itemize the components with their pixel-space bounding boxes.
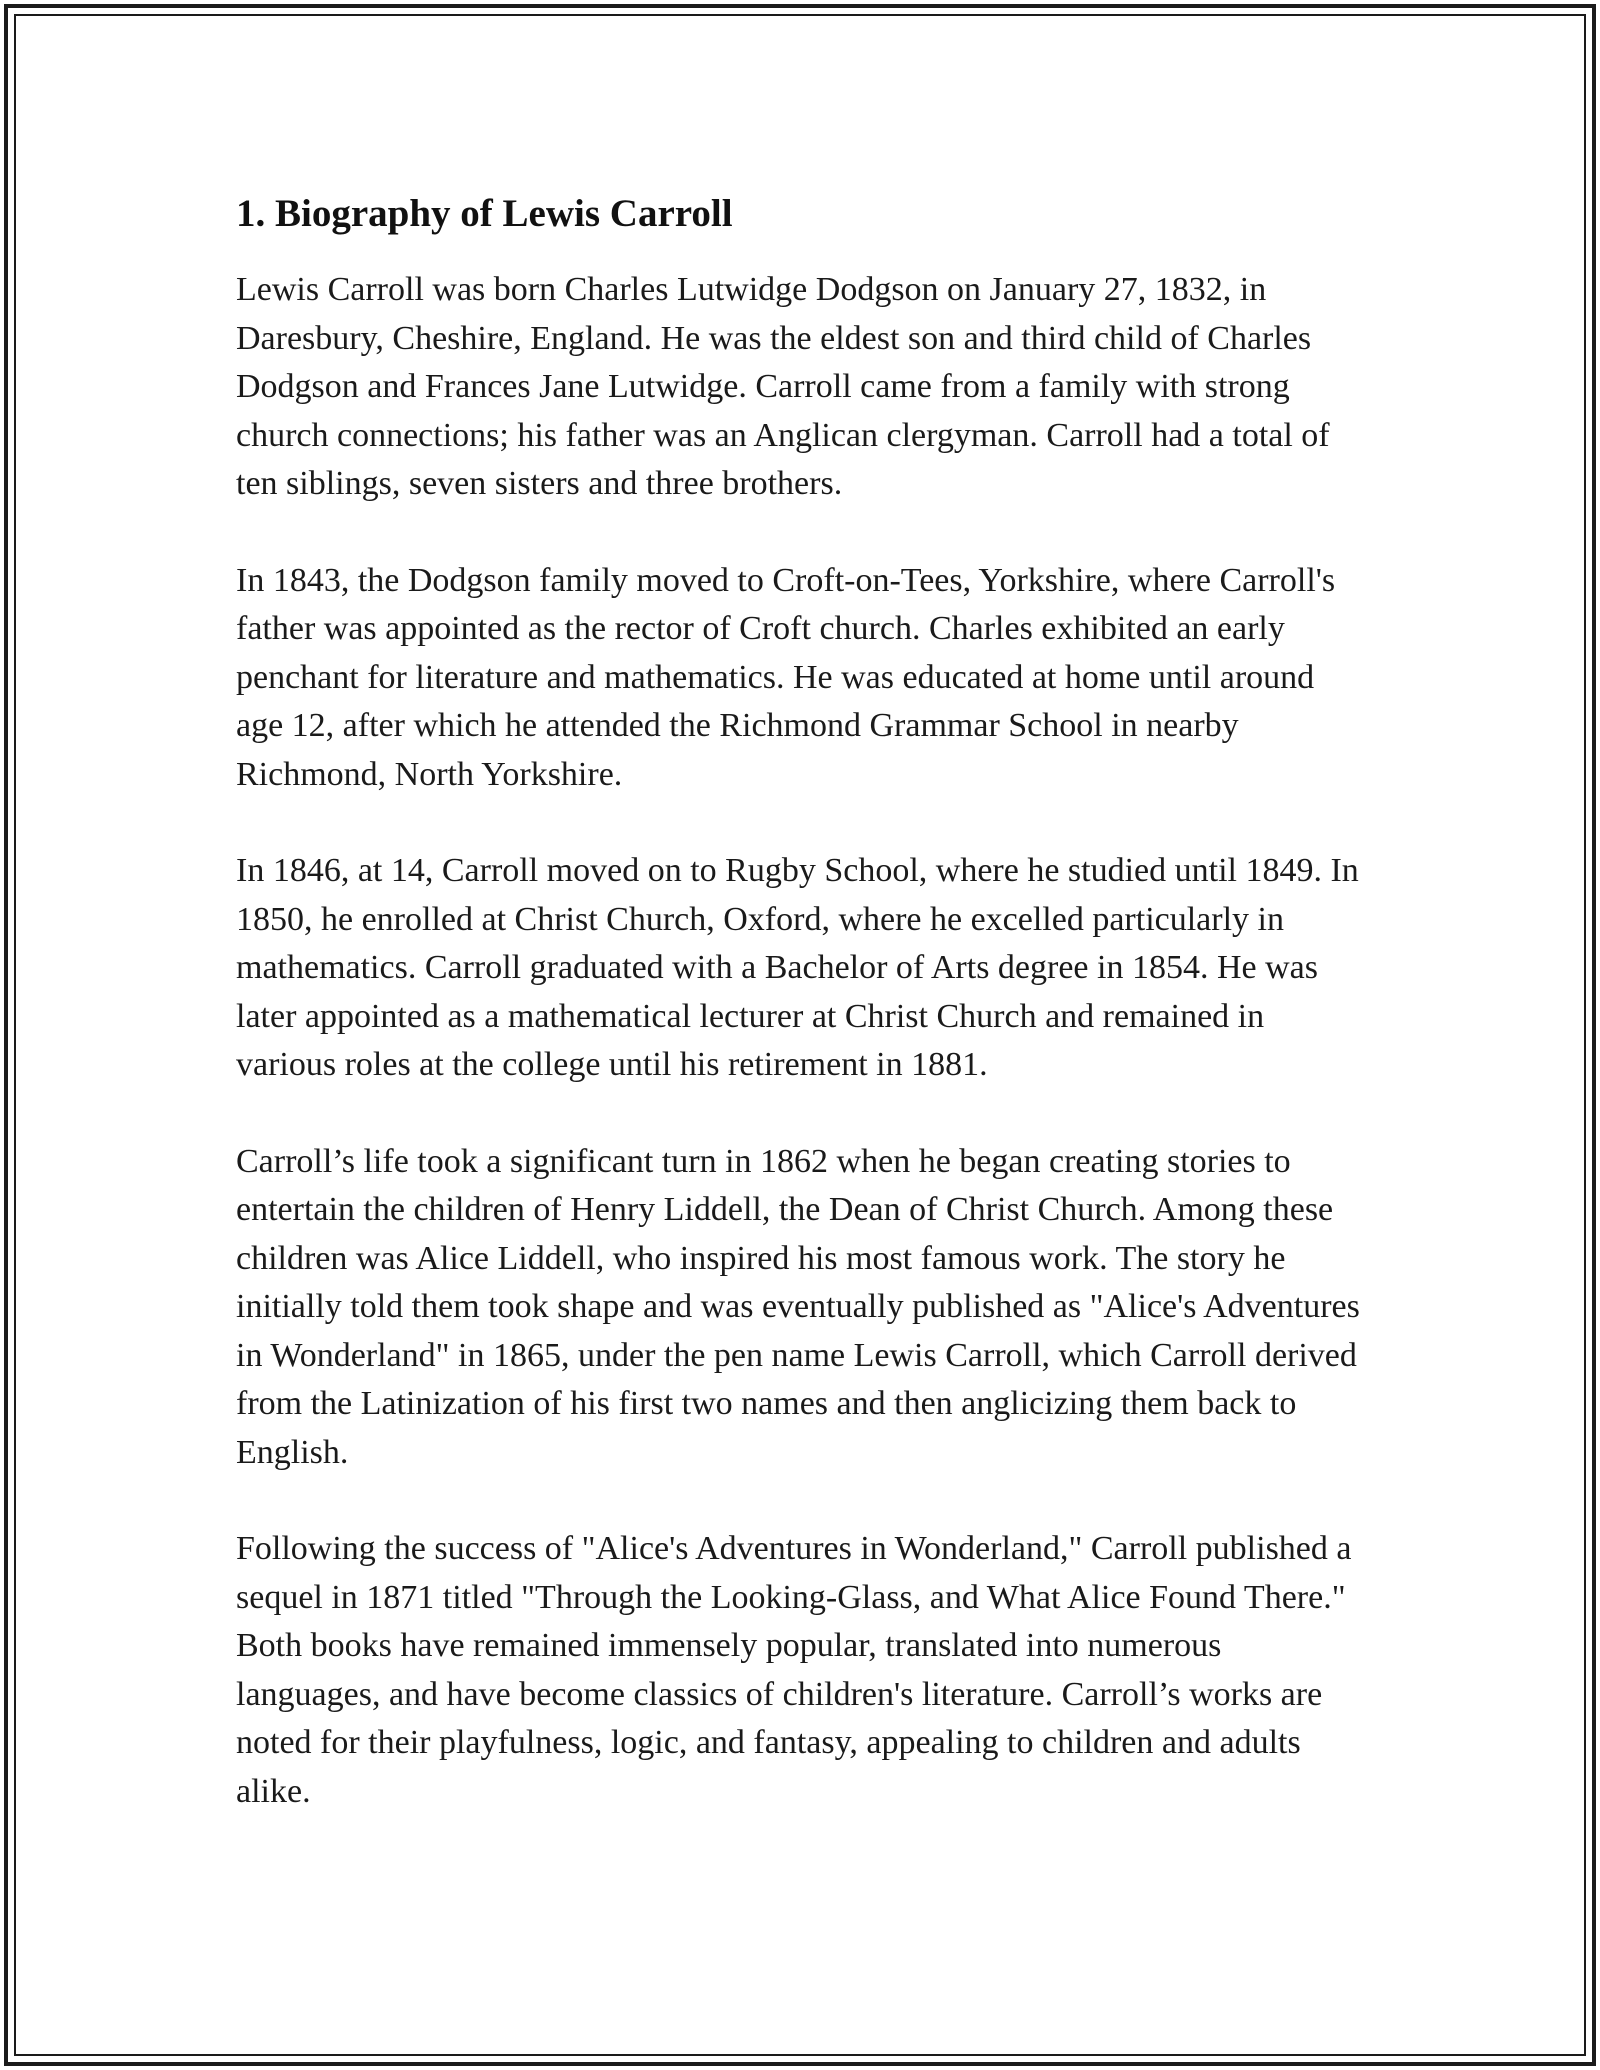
paragraph-education: In 1846, at 14, Carroll moved on to Rugby School, where he studied until 1849. In 1850, he enrolled at Christ Church, Oxford, where he excelled particularly in mathematics. Carroll graduated with a Bachelor of Arts degree in 1854. He was later appointed as a mathematical lecturer at Christ Church and remained in various roles at the college until his retirement in 1881. — [236, 852, 1359, 1083]
paragraph-sequel: Following the success of "Alice's Adventures in Wonderland," Carroll published a sequel in 1871 titled "Through the Looking-Glass, and What Alice Found There." Both books have remained immensely popular, translated into numerous languages, and have become classics of children's literature. Carroll’s works are noted for their playfulness, logic, and fantasy, appealing to children and adults alike. — [236, 1530, 1352, 1810]
paragraph-alice-origin: Carroll’s life took a significant turn in 1862 when he began creating stories to entertain the children of Henry Liddell, the Dean of Christ Church. Among these children was Alice Liddell, who inspired his most famous work. The story he initially told them took shape and was eventually published as "Alice's Adventures in Wonderland" in 1865, under the pen name Lewis Carroll, which Carroll derived from the Latinization of his first two names and then anglicizing them back to English. — [236, 1142, 1360, 1471]
document-body — [236, 188, 1366, 1864]
section-heading: 1. Biography of Lewis Carroll — [236, 192, 733, 235]
paragraph-early-life: Lewis Carroll was born Charles Lutwidge Dodgson on January 27, 1832, in Daresbury, Cheshire, England. He was the eldest son and third child of Charles Dodgson and Frances Jane Lutwidge. Carroll came from a family with strong church connections; his father was an Anglican clergyman. Carroll had a total of ten siblings, seven sisters and three brothers. — [236, 271, 1330, 502]
paragraph-croft-on-tees: In 1843, the Dodgson family moved to Croft-on-Tees, Yorkshire, where Carroll's father was appointed as the rector of Croft church. Charles exhibited an early penchant for literature and mathematics. He was educated at home until around age 12, after which he attended the Richmond Grammar School in nearby Richmond, North Yorkshire. — [236, 561, 1336, 793]
